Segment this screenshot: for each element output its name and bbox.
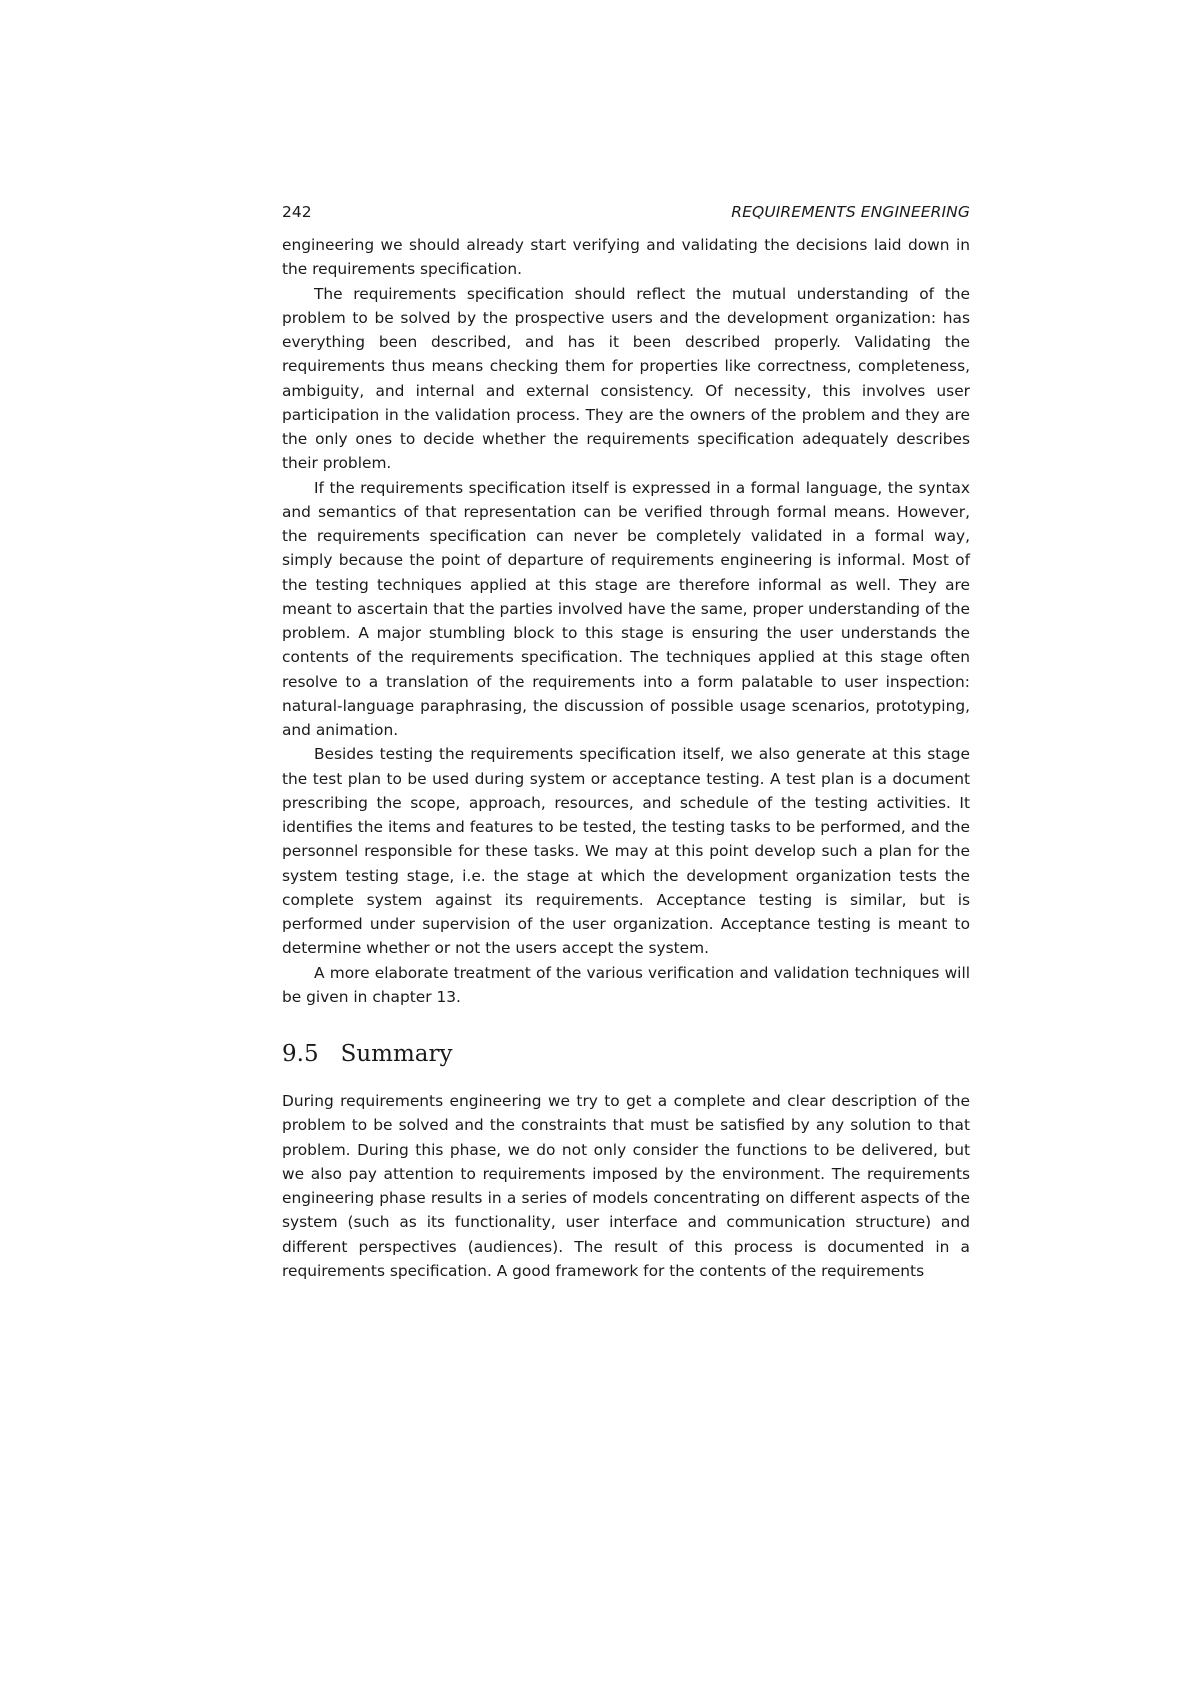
running-header [282, 203, 970, 233]
paragraph: Besides testing the requirements specification itself, we also generate at this stage the test plan to be used during system or acceptance testing. A test plan is a document prescribing the scope, approach, resources, and schedule of the testing activities. It identifies the items and features to be tested, the testing tasks to be performed, and the personnel responsible for these tasks. We may at this point develop such a plan for the system testing stage, i.e. the stage at which the development organization tests the complete system against its requirements. Acceptance testing is similar, but is performed under supervision of the user organization. Acceptance testing is meant to determine whether or not the users accept the system. [282, 745, 970, 958]
body-text-after [282, 1089, 970, 1283]
page-number: 242 [282, 203, 312, 221]
section-title: Summary [340, 1041, 453, 1067]
body-text-before [282, 233, 970, 1009]
paragraph: A more elaborate treatment of the various verification and validation techniques will be given in chapter 13. [282, 963, 970, 1006]
section-heading [282, 1041, 970, 1067]
paragraph: The requirements specification should reflect the mutual understanding of the problem to be solved by the prospective users and the development organization: has everything been described, and has it been described properly. Validating the requirements thus means checking them for properties like correctness, completeness, ambiguity, and internal and external consistency. Of necessity, this involves user participation in the validation process. They are the owners of the problem and they are the only ones to decide whether the requirements specification adequately describes their problem. [282, 284, 970, 473]
book-page [282, 203, 970, 1283]
paragraph: If the requirements specification itself is expressed in a formal language, the syntax and semantics of that representation can be verified through formal means. However, the requirements specification can never be completely validated in a formal way, simply because the point of departure of requirements engineering is informal. Most of the testing techniques applied at this stage are therefore informal as well. They are meant to ascertain that the parties involved have the same, proper understanding of the problem. A major stumbling block to this stage is ensuring the user understands the contents of the requirements specification. The techniques applied at this stage often resolve to a translation of the requirements into a form palatable to user inspection: natural-language paraphrasing, the discussion of possible usage scenarios, prototyping, and animation. [282, 478, 970, 739]
paragraph: During requirements engineering we try to get a complete and clear description of the problem to be solved and the constraints that must be satisfied by any solution to that problem. During this phase, we do not only consider the functions to be delivered, but we also pay attention to requirements imposed by the environment. The requirements engineering phase results in a series of models concentrating on different aspects of the system (such as its functionality, user interface and communication structure) and different perspectives (audiences). The result of this process is documented in a requirements specification. A good framework for the contents of the requirements [282, 1092, 970, 1280]
paragraph: engineering we should already start verifying and validating the decisions laid down in the requirements specification. [282, 236, 970, 279]
running-title: REQUIREMENTS ENGINEERING [731, 203, 970, 221]
section-number: 9.5 [282, 1041, 319, 1067]
